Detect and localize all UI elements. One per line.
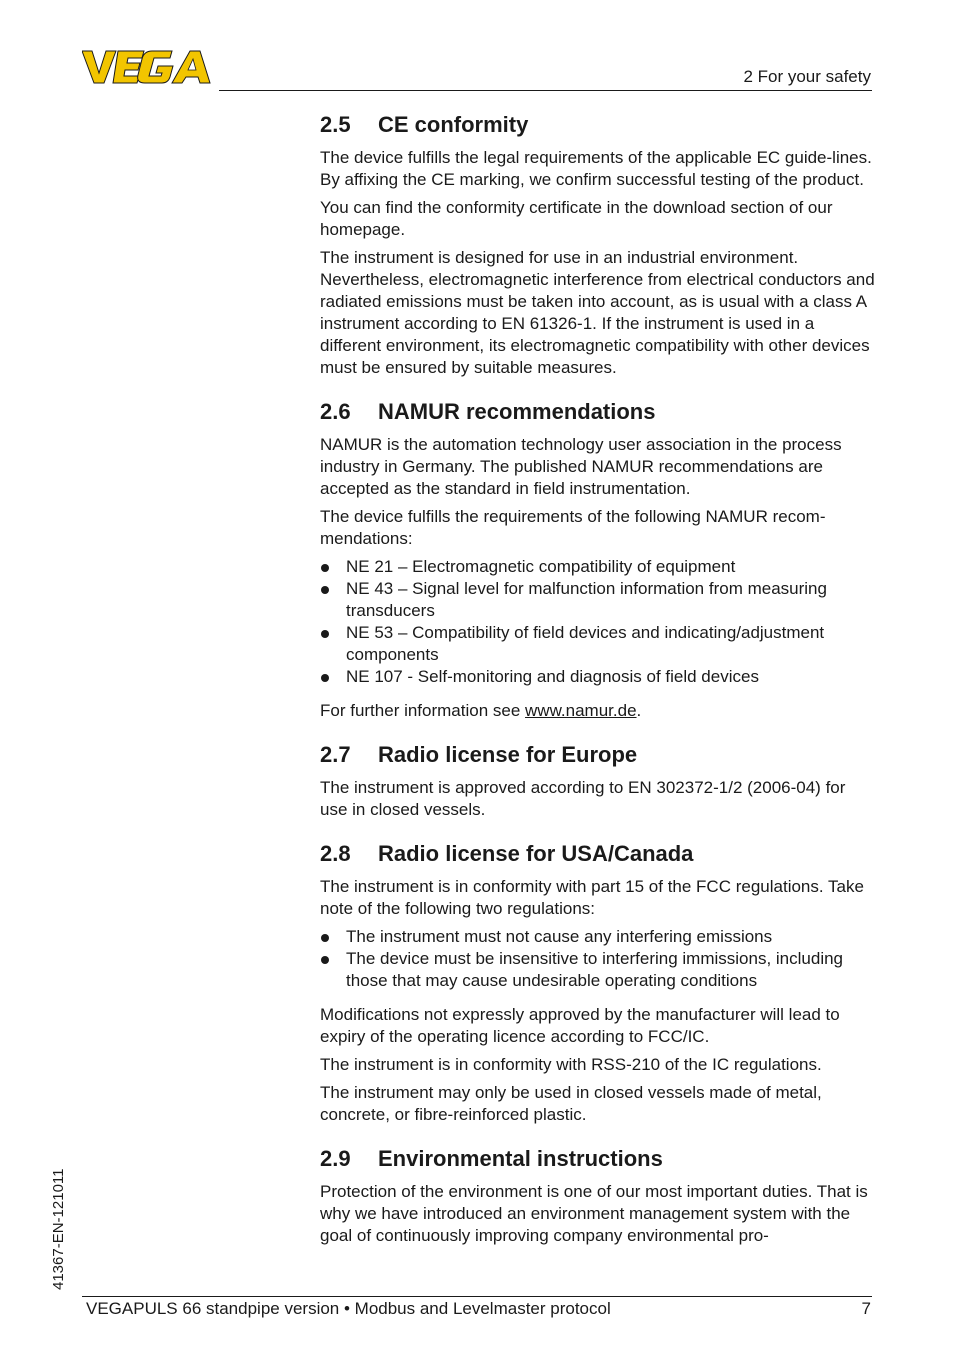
list-item: NE 21 – Electromagnetic compatibility of equipment	[320, 556, 876, 578]
heading-2-9: 2.9 Environmental instructions	[320, 1146, 663, 1171]
namur-list	[320, 556, 876, 688]
header-divider	[219, 90, 872, 91]
paragraph: The instrument may only be used in closed vessels made of metal, concrete, or fibre-reinforced plastic.	[320, 1083, 822, 1124]
bullet-icon	[321, 956, 329, 964]
list-item: NE 107 - Self-monitoring and diagnosis of field devices	[320, 666, 876, 688]
heading-2-6: 2.6 NAMUR recommendations	[320, 399, 656, 424]
section-radio-usa-canada	[320, 839, 876, 1126]
paragraph: Modifications not expressly approved by the manufacturer will lead to expiry of the operating licence according to FCC/IC.	[320, 1005, 840, 1046]
page-content	[320, 110, 876, 1265]
bullet-icon	[321, 674, 329, 682]
list-item: The device must be insensitive to interfering immissions, including those that may cause undesirable operating conditions	[320, 948, 876, 992]
paragraph: You can find the conformity certificate in the download section of our homepage.	[320, 198, 833, 239]
paragraph: The instrument is approved according to EN 302372-1/2 (2006-04) for use in closed vessels.	[320, 778, 846, 819]
header-section-title: 2 For your safety	[743, 67, 871, 86]
section-radio-europe	[320, 740, 876, 821]
footer-title: VEGAPULS 66 standpipe version • Modbus and Levelmaster protocol	[86, 1299, 611, 1318]
footer-divider	[82, 1296, 872, 1297]
section-ce-conformity	[320, 110, 876, 379]
list-item: NE 53 – Compatibility of field devices and indicating/adjustment components	[320, 622, 876, 666]
list-item: NE 43 – Signal level for malfunction information from measuring transducers	[320, 578, 876, 622]
bullet-icon	[321, 586, 329, 594]
heading-2-5: 2.5 CE conformity	[320, 112, 529, 137]
section-environmental	[320, 1144, 876, 1247]
document-code: 41367-EN-121011	[50, 1168, 67, 1290]
bullet-icon	[321, 934, 329, 942]
paragraph: NAMUR is the automation technology user association in the process industry in Germany. The published NAMUR recommendations are accepted as the standard in field instrumentation.	[320, 435, 842, 498]
fcc-list	[320, 926, 876, 992]
paragraph: The device fulfills the legal requirements of the applicable EC guide-lines. By affixing the CE marking, we confirm successful testing of the product.	[320, 148, 872, 189]
bullet-icon	[321, 630, 329, 638]
vega-logo	[82, 50, 212, 84]
heading-2-7: 2.7 Radio license for Europe	[320, 742, 638, 767]
paragraph: The instrument is designed for use in an industrial environment. Nevertheless, electromagnetic interference from electrical conductors and radiated emissions must be taken into account, as is usual with a class A instrument according to EN 61326-1. If the instrument is used in a different environment, its electromagnetic compatibility with other devices must be ensured by suitable measures.	[320, 248, 875, 377]
list-item: The instrument must not cause any interfering emissions	[320, 926, 876, 948]
section-namur	[320, 397, 876, 722]
paragraph: The instrument is in conformity with RSS-210 of the IC regulations.	[320, 1055, 822, 1074]
paragraph: The device fulfills the requirements of the following NAMUR recom-mendations:	[320, 507, 826, 548]
namur-link[interactable]: www.namur.de	[525, 701, 637, 720]
heading-2-8: 2.8 Radio license for USA/Canada	[320, 841, 694, 866]
page-number: 7	[861, 1299, 871, 1318]
bullet-icon	[321, 564, 329, 572]
further-info: For further information see www.namur.de.	[320, 701, 642, 720]
paragraph: The instrument is in conformity with part 15 of the FCC regulations. Take note of the following two regulations:	[320, 877, 864, 918]
paragraph: Protection of the environment is one of our most important duties. That is why we have introduced an environment management system with the goal of continuously improving company environmental pro-	[320, 1182, 868, 1245]
